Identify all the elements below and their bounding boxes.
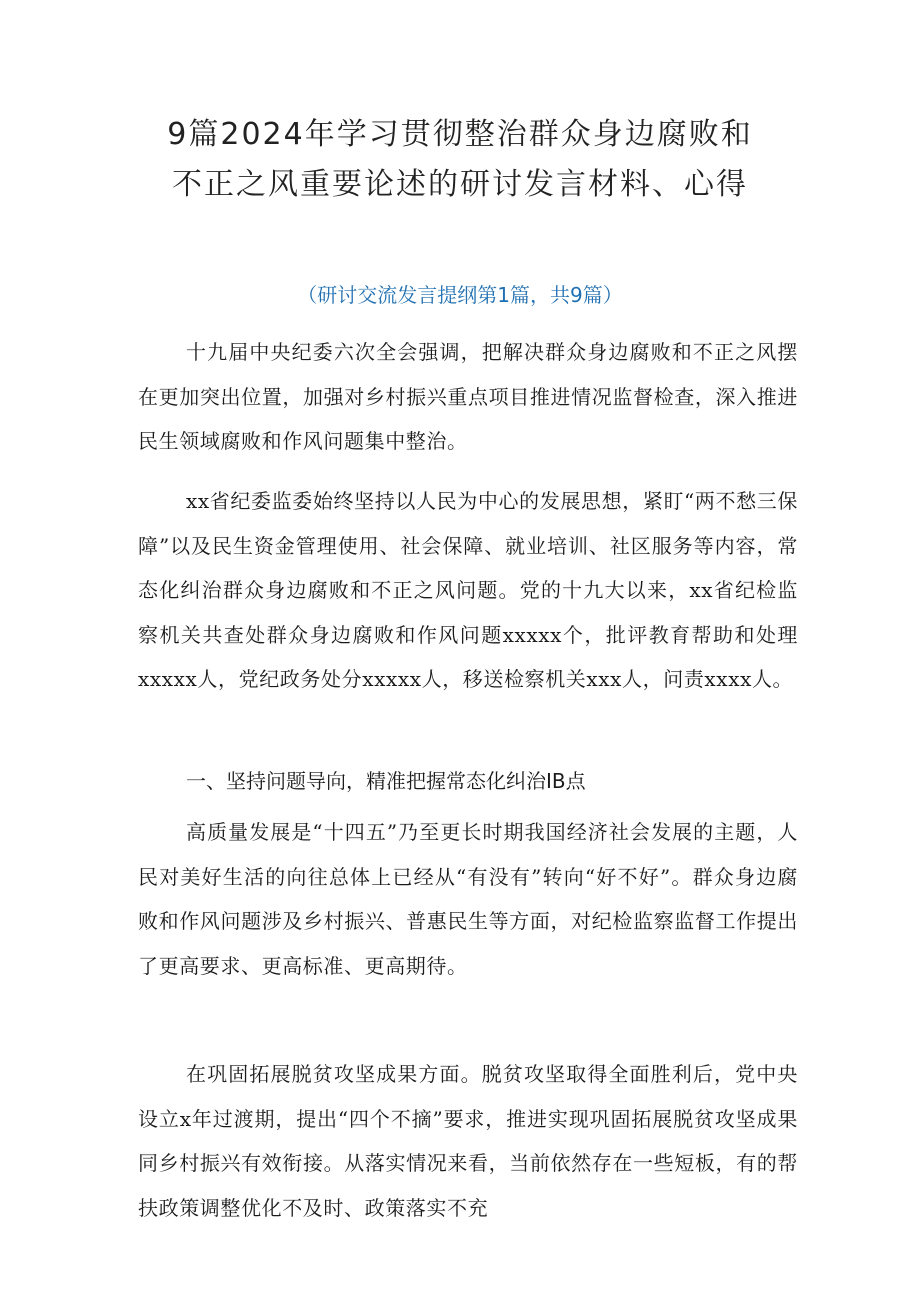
- paragraph-3: 高质量发展是“十四五”乃至更长时期我国经济社会发展的主题，人民对美好生活的向往总体上已经从“有没有”转向“好不好”。群众身边腐败和作风问题涉及乡村振兴、普惠民生等方面，对纪检监察监督工作提出了更高要求、更高标准、更高期待。: [138, 820, 798, 978]
- paragraph-1: 十九届中央纪委六次全会强调，把解决群众身边腐败和不正之风摆在更加突出位置，加强对乡村振兴重点项目推进情况监督检查，深入推进民生领域腐败和作风问题集中整治。: [138, 340, 798, 453]
- document-title-line-1: 9篇2024年学习贯彻整治群众身边腐败和: [167, 117, 753, 152]
- document-title-line-2: 不正之风重要论述的研讨发言材料、心得: [172, 167, 748, 202]
- document-subtitle: （研讨交流发言提纲第1篇，共9篇）: [297, 283, 623, 307]
- section-heading: 一、坚持问题导向，精准把握常态化纠治IB点: [186, 769, 586, 793]
- paragraph-4: 在巩固拓展脱贫攻坚成果方面。脱贫攻坚取得全面胜利后，党中央设立x年过渡期，提出“四个不摘”要求，推进实现巩固拓展脱贫攻坚成果同乡村振兴有效衔接。从落实情况来看，当前依然存在一些短板，有的帮扶政策调整优化不及时、政策落实不充: [138, 1062, 798, 1220]
- paragraph-2: xx省纪委监委始终坚持以人民为中心的发展思想，紧盯“两不愁三保障”以及民生资金管理使用、社会保障、就业培训、社区服务等内容，常态化纠治群众身边腐败和不正之风问题。党的十九大以来，xx省纪检监察机关共查处群众身边腐败和作风问题xxxxx个，批评教育帮助和处理xxxxx人，党纪政务处分xxxxx人，移送检察机关xxx人，问责xxxx人。: [138, 489, 798, 691]
